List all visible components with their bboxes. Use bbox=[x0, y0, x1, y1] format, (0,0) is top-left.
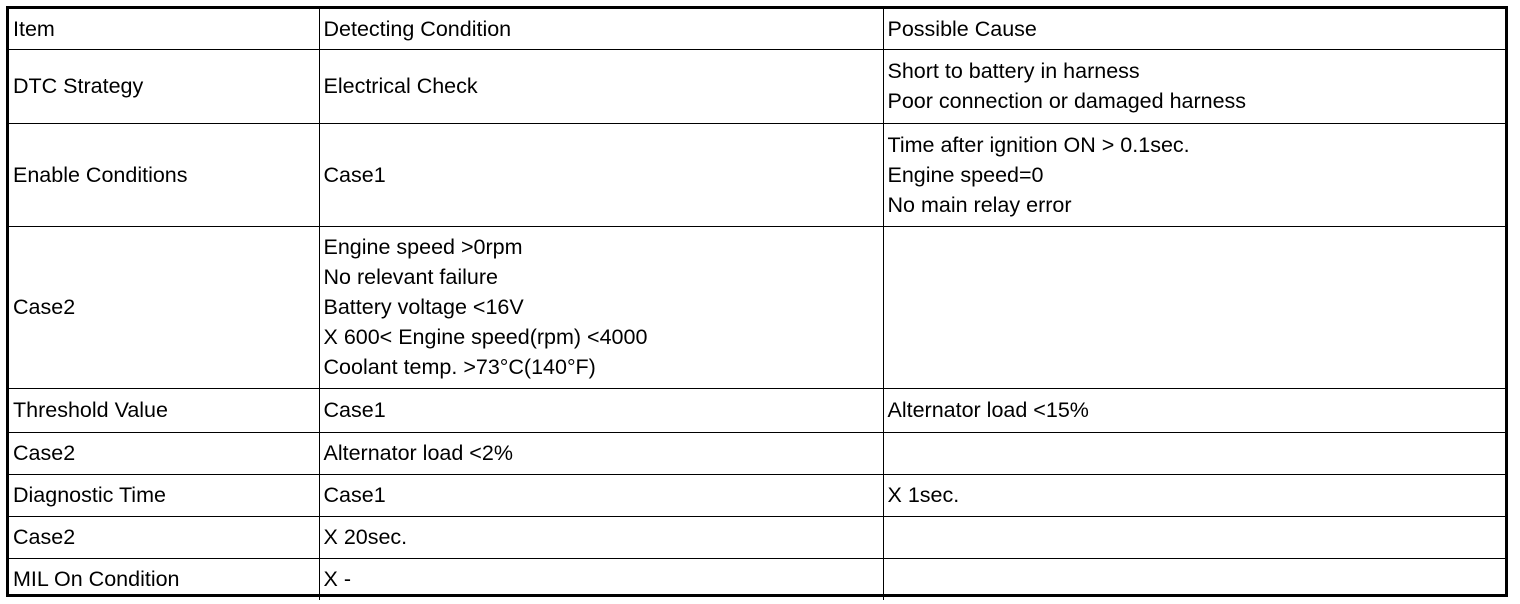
row-item: Enable Conditions bbox=[9, 123, 319, 226]
condition-line: Case1 bbox=[323, 162, 386, 187]
row-condition bbox=[319, 516, 883, 558]
row-cause bbox=[883, 516, 1505, 558]
condition-line: No relevant failure bbox=[323, 265, 498, 289]
condition-line: Case1 bbox=[323, 398, 386, 422]
row-item: Case2 bbox=[9, 432, 319, 474]
condition-line: Coolant temp. >73°C(140°F) bbox=[323, 355, 596, 379]
row-condition bbox=[319, 432, 883, 474]
row-cause bbox=[883, 226, 1505, 388]
row-cause bbox=[883, 388, 1505, 432]
condition-line: Case1 bbox=[323, 483, 386, 507]
table-row bbox=[9, 432, 1505, 474]
row-item: Case2 bbox=[9, 226, 319, 388]
condition-line: X 20sec. bbox=[323, 525, 408, 549]
header-detecting-condition: Detecting Condition bbox=[319, 9, 883, 49]
cause-line: Alternator load <15% bbox=[887, 398, 1089, 422]
row-item: Diagnostic Time bbox=[9, 474, 319, 516]
row-condition bbox=[319, 226, 883, 388]
condition-line: X 600< Engine speed(rpm) <4000 bbox=[323, 325, 648, 349]
cause-line: Time after ignition ON > 0.1sec. bbox=[887, 132, 1190, 157]
row-item: MIL On Condition bbox=[9, 558, 319, 600]
row-condition bbox=[319, 49, 883, 123]
table-row bbox=[9, 123, 1505, 226]
row-cause bbox=[883, 123, 1505, 226]
row-item: Threshold Value bbox=[9, 388, 319, 432]
row-condition bbox=[319, 123, 883, 226]
table-row bbox=[9, 516, 1505, 558]
cause-line: Engine speed=0 bbox=[887, 162, 1044, 187]
row-item: DTC Strategy bbox=[9, 49, 319, 123]
cause-line: X 1sec. bbox=[887, 483, 960, 507]
row-condition bbox=[319, 474, 883, 516]
row-cause bbox=[883, 558, 1505, 600]
table-header-row bbox=[9, 9, 1505, 49]
condition-line: X - bbox=[323, 567, 351, 592]
row-cause bbox=[883, 432, 1505, 474]
dtc-table-grid bbox=[9, 9, 1505, 600]
row-cause bbox=[883, 474, 1505, 516]
cause-line: No main relay error bbox=[887, 192, 1072, 217]
condition-line: Battery voltage <16V bbox=[323, 295, 524, 319]
table-row bbox=[9, 558, 1505, 600]
header-possible-cause: Possible Cause bbox=[883, 9, 1505, 49]
table-row bbox=[9, 49, 1505, 123]
header-item: Item bbox=[9, 9, 319, 49]
row-cause bbox=[883, 49, 1505, 123]
condition-line: Alternator load <2% bbox=[323, 441, 513, 465]
row-condition bbox=[319, 558, 883, 600]
row-item: Case2 bbox=[9, 516, 319, 558]
condition-line: Electrical Check bbox=[323, 74, 478, 98]
condition-line: Engine speed >0rpm bbox=[323, 235, 523, 259]
dtc-table bbox=[6, 6, 1508, 597]
table-row bbox=[9, 388, 1505, 432]
cause-line: Poor connection or damaged harness bbox=[887, 89, 1247, 113]
table-row bbox=[9, 474, 1505, 516]
table-row bbox=[9, 226, 1505, 388]
row-condition bbox=[319, 388, 883, 432]
cause-line: Short to battery in harness bbox=[887, 59, 1140, 83]
